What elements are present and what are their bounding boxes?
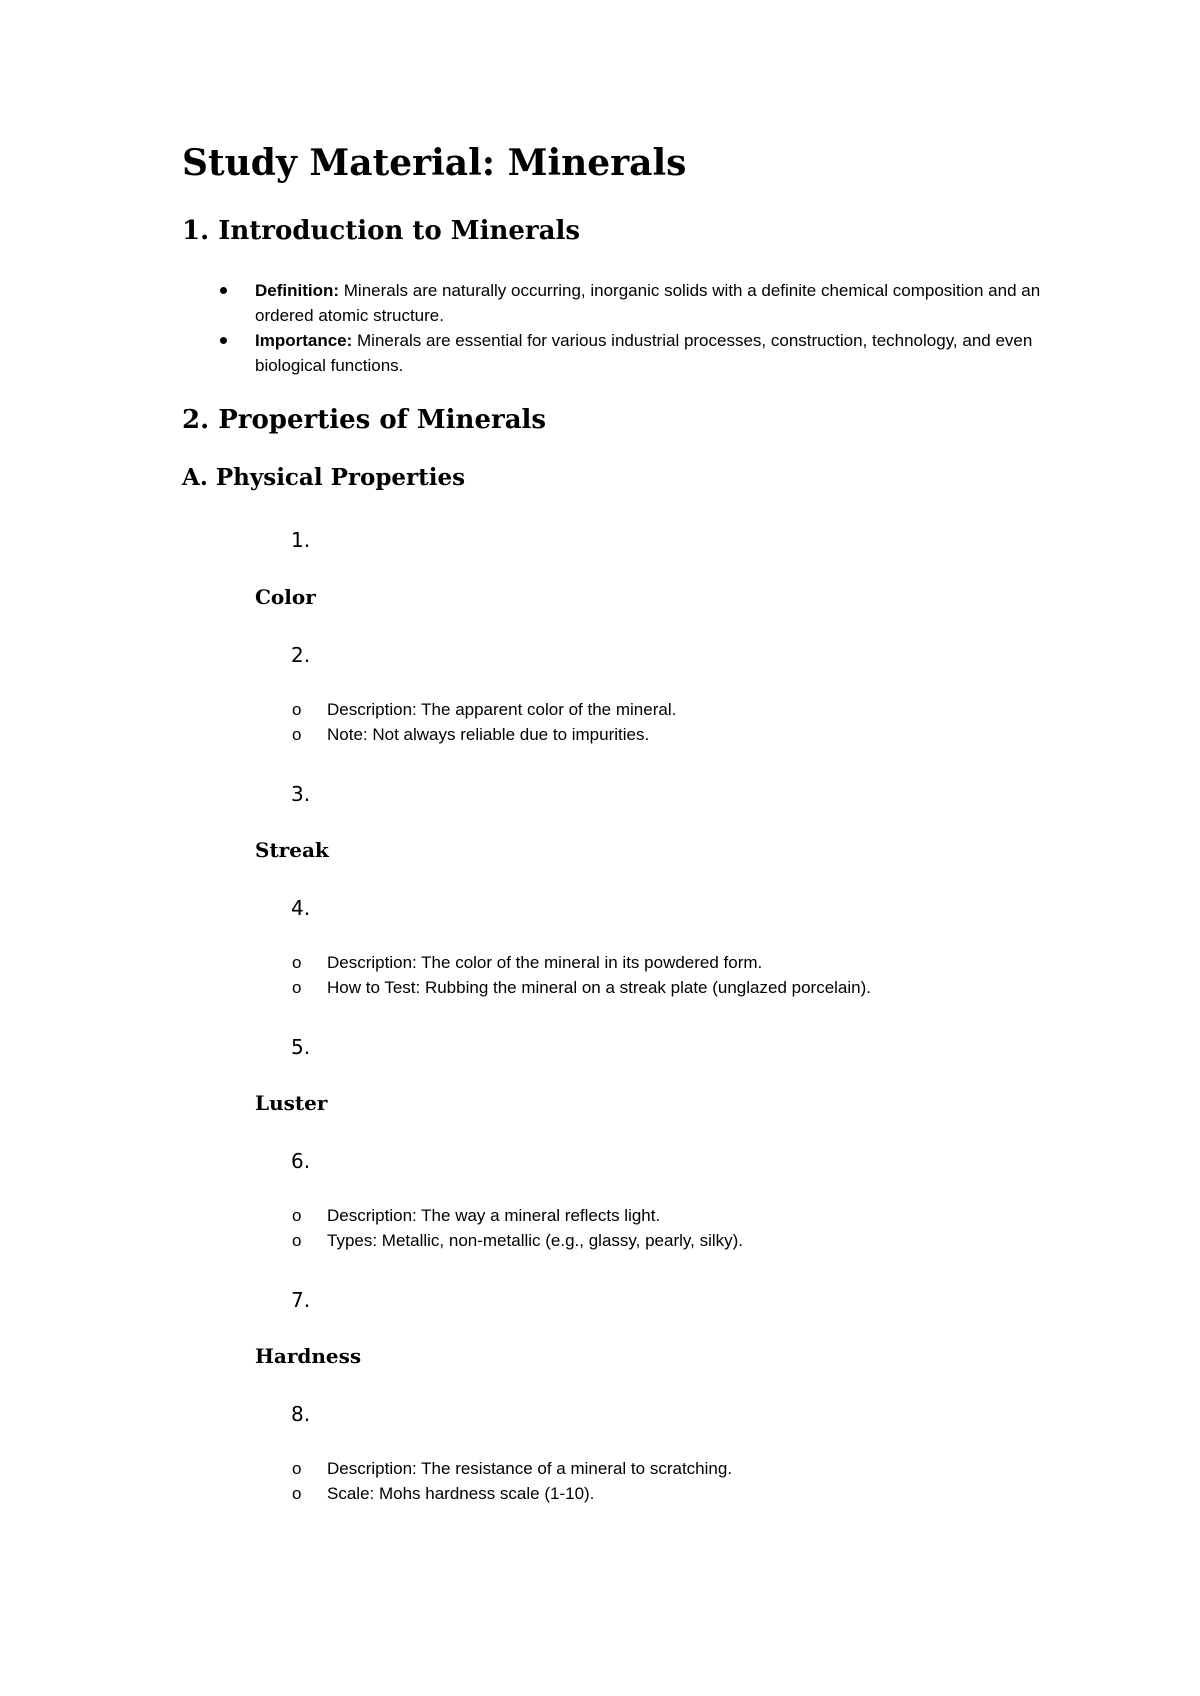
section-heading-properties: 2. Properties of Minerals: [182, 405, 547, 435]
section-heading-introduction: 1. Introduction to Minerals: [182, 216, 580, 246]
list-number: 3.: [291, 782, 311, 806]
property-title-hardness: Hardness: [255, 1344, 362, 1368]
introduction-bullet-list: [255, 278, 1055, 378]
subsection-heading-physical: A. Physical Properties: [182, 464, 466, 491]
list-item: o Description: The color of the mineral in its powdered form.: [327, 950, 871, 975]
property-details-color: [327, 697, 676, 747]
list-item: [255, 328, 1055, 378]
list-item: o How to Test: Rubbing the mineral on a streak plate (unglazed porcelain).: [327, 975, 871, 1000]
list-number: 6.: [291, 1149, 311, 1173]
list-number: 8.: [291, 1402, 311, 1426]
list-number: 2.: [291, 643, 311, 667]
list-item: o Note: Not always reliable due to impurities.: [327, 722, 676, 747]
bullet-label: Importance:: [255, 331, 353, 350]
list-number: 5.: [291, 1035, 311, 1059]
property-details-streak: [327, 950, 871, 1000]
bullet-label: Definition:: [255, 281, 340, 300]
property-details-luster: [327, 1203, 743, 1253]
property-title-color: Color: [255, 585, 316, 609]
property-title-streak: Streak: [255, 838, 329, 862]
list-number: 4.: [291, 896, 311, 920]
list-item: [255, 278, 1055, 328]
bullet-text: Minerals are essential for various industrial processes, construction, technology, and even biological functions.: [255, 331, 1033, 375]
list-item: o Scale: Mohs hardness scale (1-10).: [327, 1481, 732, 1506]
list-number: 7.: [291, 1288, 311, 1312]
list-item: o Description: The apparent color of the mineral.: [327, 697, 676, 722]
document-title: Study Material: Minerals: [182, 142, 687, 184]
property-title-luster: Luster: [255, 1091, 328, 1115]
bullet-text: Minerals are naturally occurring, inorganic solids with a definite chemical composition and an ordered atomic structure.: [255, 281, 1041, 325]
list-item: o Description: The way a mineral reflects light.: [327, 1203, 743, 1228]
property-details-hardness: [327, 1456, 732, 1506]
list-item: o Types: Metallic, non-metallic (e.g., glassy, pearly, silky).: [327, 1228, 743, 1253]
list-number: 1.: [291, 528, 311, 552]
list-item: o Description: The resistance of a mineral to scratching.: [327, 1456, 732, 1481]
